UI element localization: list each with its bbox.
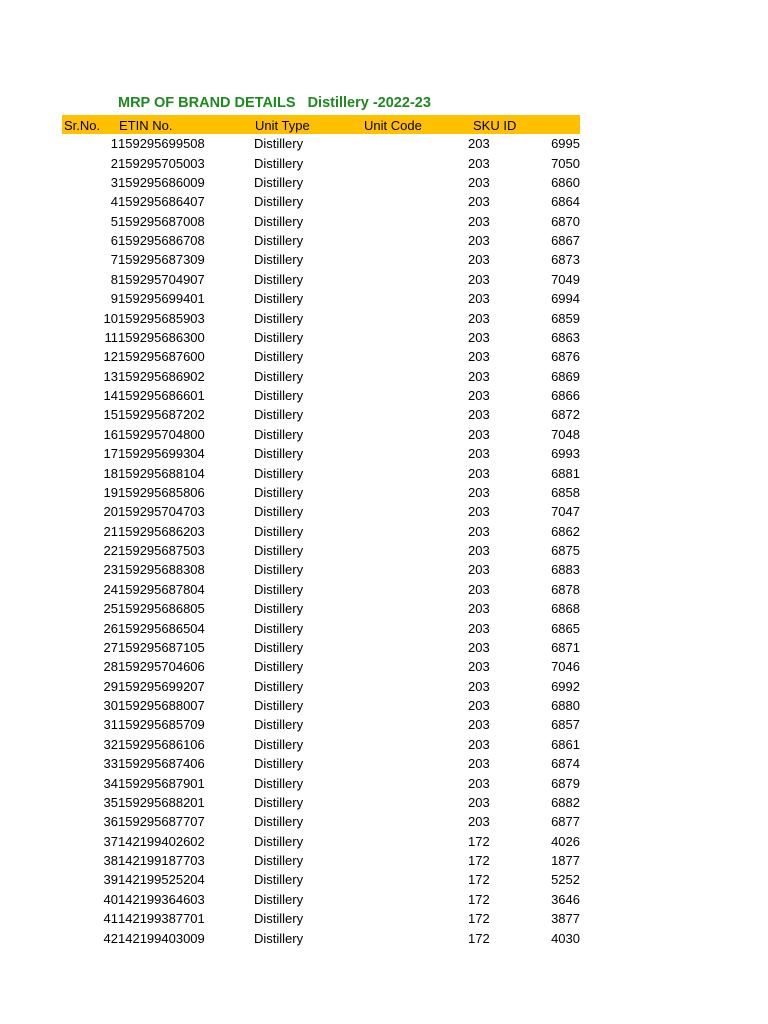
sr-no-cell: 12 xyxy=(103,349,118,365)
sku-id-cell: 6880 xyxy=(551,698,580,714)
sku-id-cell: 7048 xyxy=(551,426,580,442)
table-row xyxy=(62,773,580,792)
sku-id-cell: 6876 xyxy=(551,349,580,365)
unit-type-cell: Distillery xyxy=(254,911,304,927)
table-row xyxy=(62,696,580,715)
etin-cell: 159295688201 xyxy=(118,794,205,810)
sr-no-cell: 7 xyxy=(110,252,118,268)
sr-no-cell: 8 xyxy=(110,271,118,287)
etin-cell: 159295686805 xyxy=(118,601,205,617)
sr-no-cell: 38 xyxy=(103,853,118,869)
table-row xyxy=(62,657,580,676)
unit-code-cell: 203 xyxy=(468,136,490,152)
unit-type-cell: Distillery xyxy=(254,756,304,772)
sr-no-cell: 15 xyxy=(103,407,118,423)
unit-code-cell: 203 xyxy=(468,484,490,500)
sku-id-cell: 6861 xyxy=(551,736,580,752)
etin-cell: 142199364603 xyxy=(118,891,205,907)
sr-no-cell: 13 xyxy=(103,368,118,384)
unit-type-cell: Distillery xyxy=(254,736,304,752)
sku-id-cell: 6995 xyxy=(551,136,580,152)
table-row xyxy=(62,715,580,734)
table-row xyxy=(62,832,580,851)
unit-code-cell: 203 xyxy=(468,194,490,210)
unit-code-cell: 172 xyxy=(468,911,490,927)
unit-code-cell: 203 xyxy=(468,562,490,578)
unit-type-cell: Distillery xyxy=(254,155,304,171)
sr-no-cell: 36 xyxy=(103,814,118,830)
table-row xyxy=(62,231,580,250)
table-row xyxy=(62,677,580,696)
sku-id-cell: 6874 xyxy=(551,756,580,772)
unit-type-cell: Distillery xyxy=(254,484,304,500)
table-row xyxy=(62,444,580,463)
unit-code-cell: 172 xyxy=(468,833,490,849)
sr-no-cell: 24 xyxy=(103,581,118,597)
etin-cell: 159295685903 xyxy=(118,310,205,326)
unit-code-cell: 203 xyxy=(468,639,490,655)
header-unit-type: Unit Type xyxy=(255,118,310,133)
etin-cell: 142199525204 xyxy=(118,872,205,888)
table-row xyxy=(62,522,580,541)
table-row xyxy=(62,851,580,870)
unit-type-cell: Distillery xyxy=(254,194,304,210)
unit-type-cell: Distillery xyxy=(254,543,304,559)
etin-cell: 159295687105 xyxy=(118,639,205,655)
etin-cell: 159295704907 xyxy=(118,271,205,287)
sku-id-cell: 4030 xyxy=(551,930,580,946)
sr-no-cell: 27 xyxy=(103,639,118,655)
sku-id-cell: 6870 xyxy=(551,213,580,229)
table-row xyxy=(62,502,580,521)
unit-code-cell: 172 xyxy=(468,872,490,888)
sku-id-cell: 3877 xyxy=(551,911,580,927)
unit-type-cell: Distillery xyxy=(254,504,304,520)
unit-code-cell: 203 xyxy=(468,736,490,752)
etin-cell: 159295687600 xyxy=(118,349,205,365)
sr-no-cell: 2 xyxy=(110,155,118,171)
unit-type-cell: Distillery xyxy=(254,562,304,578)
unit-type-cell: Distillery xyxy=(254,310,304,326)
unit-type-cell: Distillery xyxy=(254,891,304,907)
sku-id-cell: 6863 xyxy=(551,329,580,345)
etin-cell: 159295687008 xyxy=(118,213,205,229)
table-row xyxy=(62,928,580,947)
sr-no-cell: 32 xyxy=(103,736,118,752)
sr-no-cell: 34 xyxy=(103,775,118,791)
sr-no-cell: 14 xyxy=(103,388,118,404)
sku-id-cell: 6879 xyxy=(551,775,580,791)
unit-code-cell: 203 xyxy=(468,523,490,539)
unit-type-cell: Distillery xyxy=(254,523,304,539)
unit-code-cell: 203 xyxy=(468,368,490,384)
unit-code-cell: 203 xyxy=(468,678,490,694)
sku-id-cell: 6993 xyxy=(551,446,580,462)
unit-type-cell: Distillery xyxy=(254,581,304,597)
sku-id-cell: 6864 xyxy=(551,194,580,210)
table-row xyxy=(62,541,580,560)
sku-id-cell: 6873 xyxy=(551,252,580,268)
etin-cell: 142199402602 xyxy=(118,833,205,849)
etin-cell: 159295688007 xyxy=(118,698,205,714)
unit-code-cell: 203 xyxy=(468,756,490,772)
etin-cell: 159295687406 xyxy=(118,756,205,772)
unit-type-cell: Distillery xyxy=(254,620,304,636)
sku-id-cell: 6875 xyxy=(551,543,580,559)
sku-id-cell: 7046 xyxy=(551,659,580,675)
sr-no-cell: 33 xyxy=(103,756,118,772)
sr-no-cell: 17 xyxy=(103,446,118,462)
unit-type-cell: Distillery xyxy=(254,407,304,423)
table-row xyxy=(62,870,580,889)
unit-type-cell: Distillery xyxy=(254,872,304,888)
sku-id-cell: 6862 xyxy=(551,523,580,539)
etin-cell: 159295699304 xyxy=(118,446,205,462)
sr-no-cell: 9 xyxy=(110,291,118,307)
table-row xyxy=(62,328,580,347)
etin-cell: 159295685709 xyxy=(118,717,205,733)
sr-no-cell: 6 xyxy=(110,233,118,249)
sr-no-cell: 39 xyxy=(103,872,118,888)
table-row xyxy=(62,173,580,192)
etin-cell: 142199403009 xyxy=(118,930,205,946)
unit-code-cell: 203 xyxy=(468,155,490,171)
unit-code-cell: 172 xyxy=(468,891,490,907)
table-row xyxy=(62,735,580,754)
sr-no-cell: 42 xyxy=(103,930,118,946)
sku-id-cell: 6867 xyxy=(551,233,580,249)
unit-code-cell: 203 xyxy=(468,213,490,229)
sr-no-cell: 29 xyxy=(103,678,118,694)
etin-cell: 159295704606 xyxy=(118,659,205,675)
etin-cell: 159295686504 xyxy=(118,620,205,636)
sku-id-cell: 6882 xyxy=(551,794,580,810)
sr-no-cell: 25 xyxy=(103,601,118,617)
sku-id-cell: 7050 xyxy=(551,155,580,171)
etin-cell: 159295686009 xyxy=(118,174,205,190)
sr-no-cell: 30 xyxy=(103,698,118,714)
unit-type-cell: Distillery xyxy=(254,833,304,849)
sr-no-cell: 40 xyxy=(103,891,118,907)
unit-code-cell: 203 xyxy=(468,291,490,307)
sr-no-cell: 21 xyxy=(103,523,118,539)
sr-no-cell: 4 xyxy=(110,194,118,210)
sku-id-cell: 6868 xyxy=(551,601,580,617)
table-row xyxy=(62,599,580,618)
unit-type-cell: Distillery xyxy=(254,698,304,714)
sr-no-cell: 41 xyxy=(103,911,118,927)
sr-no-cell: 3 xyxy=(110,174,118,190)
table-row xyxy=(62,812,580,831)
etin-cell: 159295685806 xyxy=(118,484,205,500)
table-row xyxy=(62,308,580,327)
sheet-title: MRP OF BRAND DETAILS Distillery -2022-23 xyxy=(118,95,431,111)
unit-type-cell: Distillery xyxy=(254,426,304,442)
header-sr-no: Sr.No. xyxy=(64,118,101,133)
unit-code-cell: 172 xyxy=(468,853,490,869)
table-row xyxy=(62,212,580,231)
table-row xyxy=(62,618,580,637)
etin-cell: 159295704800 xyxy=(118,426,205,442)
table-row xyxy=(62,890,580,909)
sku-id-cell: 5252 xyxy=(551,872,580,888)
etin-cell: 159295699508 xyxy=(118,136,205,152)
table-row xyxy=(62,134,580,153)
unit-code-cell: 203 xyxy=(468,775,490,791)
unit-code-cell: 203 xyxy=(468,310,490,326)
unit-code-cell: 203 xyxy=(468,504,490,520)
sku-id-cell: 7047 xyxy=(551,504,580,520)
sr-no-cell: 31 xyxy=(103,717,118,733)
sku-id-cell: 3646 xyxy=(551,891,580,907)
unit-type-cell: Distillery xyxy=(254,271,304,287)
sku-id-cell: 1877 xyxy=(551,853,580,869)
unit-type-cell: Distillery xyxy=(254,388,304,404)
unit-code-cell: 203 xyxy=(468,388,490,404)
table-row xyxy=(62,463,580,482)
unit-type-cell: Distillery xyxy=(254,659,304,675)
unit-type-cell: Distillery xyxy=(254,717,304,733)
sr-no-cell: 20 xyxy=(103,504,118,520)
unit-type-cell: Distillery xyxy=(254,329,304,345)
unit-type-cell: Distillery xyxy=(254,930,304,946)
unit-type-cell: Distillery xyxy=(254,465,304,481)
unit-code-cell: 203 xyxy=(468,814,490,830)
sku-id-cell: 6871 xyxy=(551,639,580,655)
unit-type-cell: Distillery xyxy=(254,291,304,307)
table-row xyxy=(62,367,580,386)
table-row xyxy=(62,793,580,812)
sr-no-cell: 11 xyxy=(104,329,118,345)
etin-cell: 142199387701 xyxy=(118,911,205,927)
unit-type-cell: Distillery xyxy=(254,601,304,617)
etin-cell: 159295686300 xyxy=(118,329,205,345)
table-row xyxy=(62,153,580,172)
unit-code-cell: 203 xyxy=(468,620,490,636)
unit-code-cell: 203 xyxy=(468,349,490,365)
etin-cell: 159295686407 xyxy=(118,194,205,210)
etin-cell: 159295686902 xyxy=(118,368,205,384)
unit-type-cell: Distillery xyxy=(254,368,304,384)
sr-no-cell: 37 xyxy=(103,833,118,849)
etin-cell: 159295688308 xyxy=(118,562,205,578)
unit-type-cell: Distillery xyxy=(254,775,304,791)
table-row xyxy=(62,560,580,579)
unit-code-cell: 172 xyxy=(468,930,490,946)
table-row xyxy=(62,638,580,657)
sku-id-cell: 6858 xyxy=(551,484,580,500)
sr-no-cell: 18 xyxy=(103,465,118,481)
sr-no-cell: 35 xyxy=(103,794,118,810)
etin-cell: 159295688104 xyxy=(118,465,205,481)
table-row xyxy=(62,580,580,599)
sku-id-cell: 6859 xyxy=(551,310,580,326)
sku-id-cell: 6869 xyxy=(551,368,580,384)
header-row xyxy=(62,115,580,134)
unit-type-cell: Distillery xyxy=(254,174,304,190)
header-unit-code: Unit Code xyxy=(364,118,422,133)
sku-id-cell: 7049 xyxy=(551,271,580,287)
etin-cell: 159295687309 xyxy=(118,252,205,268)
unit-type-cell: Distillery xyxy=(254,794,304,810)
unit-type-cell: Distillery xyxy=(254,349,304,365)
table-row xyxy=(62,754,580,773)
unit-code-cell: 203 xyxy=(468,252,490,268)
sku-id-cell: 6865 xyxy=(551,620,580,636)
table-row xyxy=(62,405,580,424)
sku-id-cell: 6883 xyxy=(551,562,580,578)
table-row xyxy=(62,425,580,444)
sku-id-cell: 6877 xyxy=(551,814,580,830)
etin-cell: 159295687707 xyxy=(118,814,205,830)
unit-code-cell: 203 xyxy=(468,794,490,810)
table-row xyxy=(62,289,580,308)
etin-cell: 159295686106 xyxy=(118,736,205,752)
unit-type-cell: Distillery xyxy=(254,853,304,869)
etin-cell: 159295687503 xyxy=(118,543,205,559)
table-row xyxy=(62,270,580,289)
unit-code-cell: 203 xyxy=(468,543,490,559)
unit-code-cell: 203 xyxy=(468,174,490,190)
unit-code-cell: 203 xyxy=(468,329,490,345)
unit-type-cell: Distillery xyxy=(254,678,304,694)
unit-code-cell: 203 xyxy=(468,659,490,675)
unit-type-cell: Distillery xyxy=(254,233,304,249)
table-row xyxy=(62,386,580,405)
sr-no-cell: 26 xyxy=(103,620,118,636)
unit-code-cell: 203 xyxy=(468,581,490,597)
etin-cell: 159295699207 xyxy=(118,678,205,694)
unit-code-cell: 203 xyxy=(468,698,490,714)
etin-cell: 159295704703 xyxy=(118,504,205,520)
unit-code-cell: 203 xyxy=(468,717,490,733)
etin-cell: 142199187703 xyxy=(118,853,205,869)
sku-id-cell: 4026 xyxy=(551,833,580,849)
unit-type-cell: Distillery xyxy=(254,446,304,462)
sr-no-cell: 5 xyxy=(110,213,118,229)
sr-no-cell: 23 xyxy=(103,562,118,578)
brand-details-table xyxy=(62,134,580,948)
unit-type-cell: Distillery xyxy=(254,213,304,229)
sku-id-cell: 6881 xyxy=(551,465,580,481)
table-row xyxy=(62,909,580,928)
table-row xyxy=(62,483,580,502)
sr-no-cell: 16 xyxy=(103,426,118,442)
unit-code-cell: 203 xyxy=(468,446,490,462)
table-row xyxy=(62,347,580,366)
sku-id-cell: 6860 xyxy=(551,174,580,190)
unit-code-cell: 203 xyxy=(468,407,490,423)
sr-no-cell: 22 xyxy=(103,543,118,559)
sr-no-cell: 19 xyxy=(103,484,118,500)
unit-type-cell: Distillery xyxy=(254,136,304,152)
etin-cell: 159295687202 xyxy=(118,407,205,423)
header-sku-id: SKU ID xyxy=(473,118,517,133)
unit-code-cell: 203 xyxy=(468,426,490,442)
etin-cell: 159295686708 xyxy=(118,233,205,249)
unit-code-cell: 203 xyxy=(468,233,490,249)
table-body xyxy=(62,134,580,948)
table-row xyxy=(62,192,580,211)
sr-no-cell: 28 xyxy=(103,659,118,675)
sr-no-cell: 1 xyxy=(110,136,118,152)
sku-id-cell: 6994 xyxy=(551,291,580,307)
unit-type-cell: Distillery xyxy=(254,639,304,655)
sku-id-cell: 6872 xyxy=(551,407,580,423)
etin-cell: 159295687901 xyxy=(118,775,205,791)
sku-id-cell: 6866 xyxy=(551,388,580,404)
unit-type-cell: Distillery xyxy=(254,252,304,268)
etin-cell: 159295687804 xyxy=(118,581,205,597)
sku-id-cell: 6992 xyxy=(551,678,580,694)
etin-cell: 159295699401 xyxy=(118,291,205,307)
etin-cell: 159295705003 xyxy=(118,155,205,171)
unit-code-cell: 203 xyxy=(468,601,490,617)
sku-id-cell: 6878 xyxy=(551,581,580,597)
etin-cell: 159295686203 xyxy=(118,523,205,539)
table-row xyxy=(62,250,580,269)
unit-type-cell: Distillery xyxy=(254,814,304,830)
etin-cell: 159295686601 xyxy=(118,388,205,404)
sku-id-cell: 6857 xyxy=(551,717,580,733)
unit-code-cell: 203 xyxy=(468,271,490,287)
header-etin-no: ETIN No. xyxy=(119,118,173,133)
unit-code-cell: 203 xyxy=(468,465,490,481)
sr-no-cell: 10 xyxy=(103,310,118,326)
